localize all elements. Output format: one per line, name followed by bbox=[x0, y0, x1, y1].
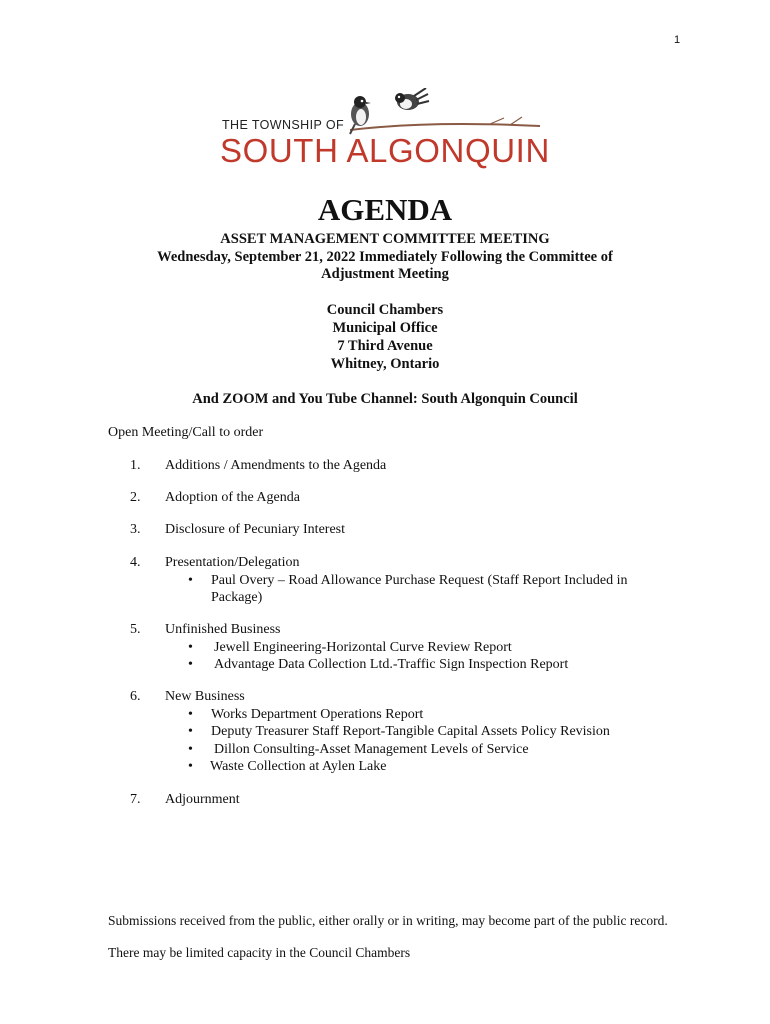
item-label: Presentation/Delegation bbox=[165, 555, 300, 570]
bullet-icon: • bbox=[188, 707, 193, 722]
bullet-icon: • bbox=[188, 724, 193, 739]
bullet-text: Dillon Consulting-Asset Management Levels of Service bbox=[214, 742, 529, 757]
item-label: Adjournment bbox=[165, 792, 240, 807]
open-meeting: Open Meeting/Call to order bbox=[108, 425, 264, 440]
item-label: Disclosure of Pecuniary Interest bbox=[165, 522, 345, 537]
bullet-text: Works Department Operations Report bbox=[211, 707, 424, 722]
item-number: 5. bbox=[130, 622, 141, 637]
item-number: 7. bbox=[130, 792, 141, 807]
bullet-icon: • bbox=[188, 759, 193, 774]
online-channel: And ZOOM and You Tube Channel: South Algonquin Council bbox=[192, 391, 578, 407]
location-line-3: 7 Third Avenue bbox=[337, 338, 433, 354]
bullet-icon: • bbox=[188, 657, 193, 672]
item-label: Adoption of the Agenda bbox=[165, 490, 300, 505]
agenda-title: AGENDA bbox=[317, 192, 453, 227]
bullet-text: Waste Collection at Aylen Lake bbox=[210, 759, 387, 774]
bullet-text: Deputy Treasurer Staff Report-Tangible Capital Assets Policy Revision bbox=[211, 724, 610, 739]
logo-line-main: SOUTH ALGONQUIN bbox=[220, 132, 550, 169]
meeting-name: ASSET MANAGEMENT COMMITTEE MEETING bbox=[220, 231, 550, 247]
meeting-date-line-1: Wednesday, September 21, 2022 Immediately Following the Committee of bbox=[157, 249, 613, 265]
location-line-1: Council Chambers bbox=[326, 302, 444, 318]
bullet-text: Jewell Engineering-Horizontal Curve Review Report bbox=[214, 640, 512, 655]
item-number: 4. bbox=[130, 555, 141, 570]
logo-line-top: THE TOWNSHIP OF bbox=[222, 118, 344, 132]
bullet-icon: • bbox=[188, 640, 193, 655]
bullet-icon: • bbox=[188, 573, 193, 588]
township-logo bbox=[218, 88, 553, 178]
capacity-notice: There may be limited capacity in the Council Chambers bbox=[108, 945, 411, 960]
item-number: 6. bbox=[130, 689, 141, 704]
bullet-text: Paul Overy – Road Allowance Purchase Request (Staff Report Included in bbox=[211, 573, 628, 588]
bullet-text: Package) bbox=[211, 590, 263, 605]
public-record-notice: Submissions received from the public, either orally or in writing, may become part of the public record. bbox=[108, 913, 668, 928]
item-number: 1. bbox=[130, 458, 141, 473]
item-label: Additions / Amendments to the Agenda bbox=[165, 458, 387, 473]
bullet-icon: • bbox=[188, 742, 193, 757]
item-number: 3. bbox=[130, 522, 141, 537]
meeting-date-line-2: Adjustment Meeting bbox=[321, 266, 449, 282]
item-label: Unfinished Business bbox=[165, 622, 281, 637]
page-number: 1 bbox=[674, 34, 681, 46]
item-number: 2. bbox=[130, 490, 141, 505]
location-line-2: Municipal Office bbox=[332, 320, 438, 336]
item-label: New Business bbox=[165, 689, 245, 704]
bullet-text: Advantage Data Collection Ltd.-Traffic Sign Inspection Report bbox=[214, 657, 569, 672]
location-line-4: Whitney, Ontario bbox=[330, 356, 440, 372]
